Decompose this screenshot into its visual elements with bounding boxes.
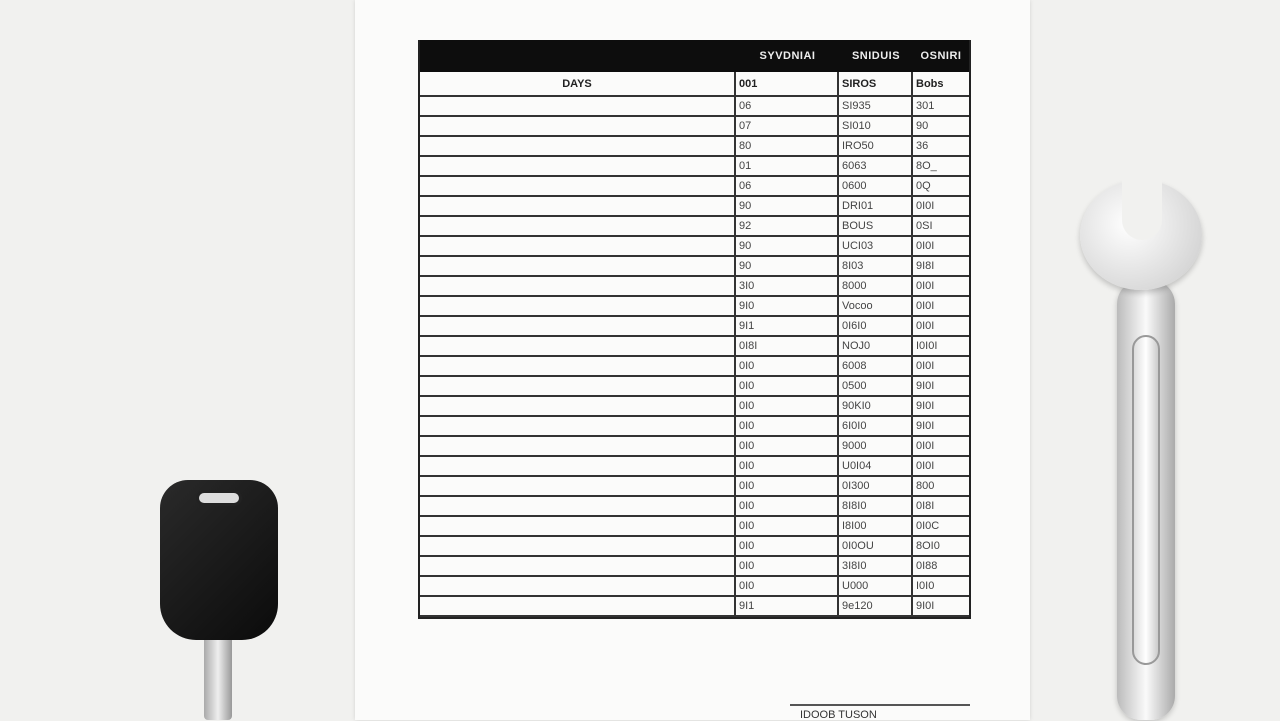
cell: 90 — [736, 257, 839, 275]
cell: 0I0I — [916, 320, 935, 332]
header-cell: SYVDNIAI — [759, 50, 816, 62]
cell: 0I0 — [736, 417, 839, 435]
cell: 0I0I — [916, 460, 935, 472]
cell — [420, 317, 736, 335]
cell: 0I0 — [736, 437, 839, 455]
cell: 001 — [736, 72, 839, 95]
cell: 0I8I — [916, 500, 935, 512]
cell: IRO50 — [839, 137, 913, 155]
key-blade — [204, 640, 232, 720]
cell: SIROS — [839, 72, 913, 95]
wrench-groove — [1132, 335, 1160, 665]
cell: 9I0I — [916, 380, 935, 392]
cell: 9I0 — [736, 297, 839, 315]
cell: 0I0 — [736, 397, 839, 415]
cell — [420, 537, 736, 555]
cell: SI935 — [839, 97, 913, 115]
cell: I8I00 — [839, 517, 913, 535]
data-table — [418, 40, 971, 619]
cell — [420, 557, 736, 575]
cell — [420, 597, 736, 615]
cell: 9000 — [839, 437, 913, 455]
cell: 0I0 — [736, 517, 839, 535]
cell: 9e120 — [839, 597, 913, 615]
table-row — [420, 397, 969, 417]
cell — [420, 517, 736, 535]
table-row — [420, 477, 969, 497]
cell: 92 — [736, 217, 839, 235]
header-cell: SNIDUIS — [851, 50, 901, 62]
cell: UCI03 — [839, 237, 913, 255]
cell: 0I0 — [736, 477, 839, 495]
table-row — [420, 357, 969, 377]
cell: SI010 — [839, 117, 913, 135]
cell — [420, 277, 736, 295]
table-row — [420, 237, 969, 257]
cell: 90KI0 — [839, 397, 913, 415]
cell: 0I0I — [916, 360, 935, 372]
cell: 36 — [916, 140, 929, 152]
table-row — [420, 177, 969, 197]
cell: 90 — [736, 197, 839, 215]
cell — [420, 157, 736, 175]
cell: 3I0 — [736, 277, 839, 295]
header-cell-blank — [420, 40, 736, 72]
table-row — [420, 497, 969, 517]
cell: 0600 — [839, 177, 913, 195]
cell: 0I0I — [916, 440, 935, 452]
cell — [420, 137, 736, 155]
cell — [420, 237, 736, 255]
cell — [420, 397, 736, 415]
table-row — [420, 157, 969, 177]
cell: 3I8I0 — [839, 557, 913, 575]
signature-line — [790, 704, 970, 706]
cell — [420, 437, 736, 455]
table-row — [420, 197, 969, 217]
cell: 0I0 — [736, 357, 839, 375]
key-ring-slot — [196, 490, 242, 506]
cell: 6I0I0 — [839, 417, 913, 435]
cell — [420, 377, 736, 395]
cell: 0I0 — [736, 377, 839, 395]
cell: DAYS — [420, 72, 736, 95]
cell: 9I8I — [916, 260, 935, 272]
cell: 0I0 — [736, 557, 839, 575]
cell: 8I03 — [839, 257, 913, 275]
header-cell: OSNIRI — [920, 50, 962, 62]
cell: 0I6I0 — [839, 317, 913, 335]
cell: 6008 — [839, 357, 913, 375]
table-row — [420, 437, 969, 457]
table-row — [420, 417, 969, 437]
table-row — [420, 597, 969, 617]
cell: 0I0I — [916, 280, 935, 292]
cell: 9I0I — [916, 420, 935, 432]
table-row — [420, 557, 969, 577]
cell — [420, 477, 736, 495]
cell: 0I300 — [839, 477, 913, 495]
cell: 90 — [736, 237, 839, 255]
cell: 8000 — [839, 277, 913, 295]
cell — [420, 297, 736, 315]
table-row — [420, 317, 969, 337]
cell: 0I0I — [916, 200, 935, 212]
cell: 06 — [736, 97, 839, 115]
cell — [420, 217, 736, 235]
cell: 0500 — [839, 377, 913, 395]
cell: 0SI — [916, 220, 933, 232]
table-row — [420, 277, 969, 297]
table-row — [420, 537, 969, 557]
table-row — [420, 337, 969, 357]
cell: 0I0 — [736, 577, 839, 595]
cell: 0I0I — [916, 240, 935, 252]
cell: 01 — [736, 157, 839, 175]
signature-label: IDOOB TUSON — [800, 709, 877, 721]
cell — [420, 177, 736, 195]
cell: 07 — [736, 117, 839, 135]
cell — [420, 117, 736, 135]
cell: I0I0 — [916, 580, 935, 592]
cell — [420, 417, 736, 435]
car-key-fob — [160, 480, 278, 640]
cell: 0I8I — [736, 337, 839, 355]
table-row — [420, 137, 969, 157]
table-row — [420, 257, 969, 277]
cell: 90 — [916, 120, 929, 132]
cell: 9I1 — [736, 597, 839, 615]
cell — [420, 357, 736, 375]
cell: DRI01 — [839, 197, 913, 215]
cell — [420, 337, 736, 355]
cell: 06 — [736, 177, 839, 195]
cell: Vocoo — [839, 297, 913, 315]
table-row — [420, 217, 969, 237]
table-row — [420, 577, 969, 597]
cell: 8I8I0 — [839, 497, 913, 515]
cell: 9I0I — [916, 400, 935, 412]
cell — [420, 497, 736, 515]
cell: 9I0I — [916, 600, 935, 612]
table-subheader-row — [420, 72, 969, 97]
table-row — [420, 97, 969, 117]
cell: 0I0C — [916, 520, 940, 532]
cell: U000 — [839, 577, 913, 595]
cell: 0I0OU — [839, 537, 913, 555]
cell — [420, 197, 736, 215]
cell: 800 — [916, 480, 935, 492]
cell: Bobs — [916, 77, 944, 90]
cell: 0I0 — [736, 537, 839, 555]
cell: I0I0I — [916, 340, 938, 352]
table-row — [420, 457, 969, 477]
cell: 0I0 — [736, 457, 839, 475]
cell: 0I88 — [916, 560, 938, 572]
cell: NOJ0 — [839, 337, 913, 355]
cell — [420, 577, 736, 595]
wrench-jaw-opening — [1122, 170, 1162, 240]
cell: U0I04 — [839, 457, 913, 475]
cell: BOUS — [839, 217, 913, 235]
cell: 0I0 — [736, 497, 839, 515]
cell — [420, 97, 736, 115]
cell: 0I0I — [916, 300, 935, 312]
cell — [420, 457, 736, 475]
table-row — [420, 517, 969, 537]
table-row — [420, 117, 969, 137]
table-row — [420, 377, 969, 397]
cell: 8OI0 — [916, 540, 940, 552]
cell — [420, 257, 736, 275]
cell: 6063 — [839, 157, 913, 175]
cell: 80 — [736, 137, 839, 155]
table-row — [420, 297, 969, 317]
table-header — [420, 40, 969, 72]
cell: 8O_ — [916, 160, 937, 172]
cell: 301 — [916, 100, 935, 112]
cell: 0Q — [916, 180, 931, 192]
cell: 9I1 — [736, 317, 839, 335]
